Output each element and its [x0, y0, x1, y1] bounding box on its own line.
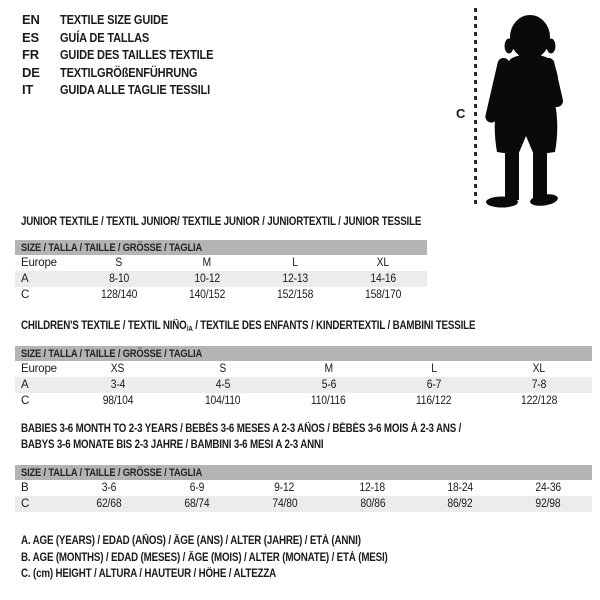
size-table-header-bar — [15, 465, 592, 480]
age-cell: 6-7 — [426, 379, 442, 391]
size-header-label: SIZE / TALLA / TAILLE / GRÖSSE / TAGLIA — [21, 347, 203, 360]
baby-silhouette-image — [478, 6, 574, 208]
lang-text: GUÍA DE TALLAS — [60, 29, 150, 45]
children-size-table — [15, 346, 592, 409]
size-cell: XL — [533, 363, 546, 375]
legend-line-a: A. AGE (YEARS) / EDAD (AÑOS) / ÂGE (ANS) / ALTER (JAHRE) / ETÀ (ANNI) — [21, 535, 361, 547]
junior-section-title: JUNIOR TEXTILE / TEXTIL JUNIOR/ TEXTILE JUNIOR / JUNIORTEXTIL / JUNIOR TESSILE — [21, 216, 422, 228]
row-label: A — [21, 273, 29, 285]
age-cell: 12-13 — [282, 273, 308, 285]
lang-text: TEXTILE SIZE GUIDE — [60, 12, 169, 28]
title-subscript: /A — [186, 324, 193, 333]
size-cell: M — [324, 363, 333, 375]
age-cell: 9-12 — [274, 482, 295, 494]
age-cell: 7-8 — [532, 379, 547, 391]
age-cell: 8-10 — [109, 273, 129, 285]
size-table-header-bar — [15, 346, 592, 361]
height-cell: 110/116 — [311, 395, 346, 407]
size-cell: L — [292, 257, 298, 269]
lang-code: DE — [22, 64, 40, 80]
lang-row-de — [22, 64, 240, 82]
babies-section-title-line2: BABYS 3-6 MONATE BIS 2-3 JAHRE / BAMBINI 3-6 MESI A 2-3 ANNI — [21, 439, 324, 451]
size-header-label: SIZE / TALLA / TAILLE / GRÖSSE / TAGLIA — [21, 241, 203, 254]
age-cell: 14-16 — [370, 273, 396, 285]
lang-row-fr — [22, 46, 240, 64]
row-label: Europe — [21, 257, 57, 269]
table-row-europe — [15, 255, 427, 271]
height-cell: 116/122 — [416, 395, 452, 407]
age-cell: 3-6 — [101, 482, 117, 494]
row-label: Europe — [21, 363, 57, 375]
height-cell: 158/170 — [364, 289, 402, 301]
table-row-age — [15, 377, 592, 393]
age-cell: 10-12 — [194, 273, 220, 285]
height-cell: 104/110 — [205, 395, 241, 407]
height-measure-label: C — [456, 106, 466, 121]
children-section-title: CHILDREN'S TEXTILE / TEXTIL $NIÑO_{/A}$ / TEXTILE DES ENFANTS / KINDERTEXTIL / BAMBINI TESSILE — [21, 320, 476, 333]
babies-section-title-line1: BABIES 3-6 MONTH TO 2-3 YEARS / BEBÉS 3-6 MESES A 2-3 AÑOS / BÉBÉS 3-6 MOIS À 2-3 ANS / — [21, 423, 462, 435]
height-cell: 92/98 — [535, 498, 561, 510]
lang-row-it — [22, 81, 240, 99]
size-cell: L — [431, 363, 437, 375]
age-cell: 3-4 — [110, 379, 125, 391]
table-row-europe — [15, 361, 592, 377]
lang-code: EN — [22, 12, 40, 28]
size-cell: S — [115, 257, 123, 269]
row-label: C — [21, 395, 30, 407]
height-cell: 128/140 — [100, 289, 138, 301]
height-cell: 80/86 — [359, 498, 385, 510]
height-cell: 74/80 — [272, 498, 298, 510]
size-cell: XS — [110, 363, 125, 375]
height-cell: 98/104 — [102, 395, 133, 407]
age-cell: 24-36 — [535, 482, 561, 494]
lang-text: GUIDE DES TAILLES TEXTILE — [60, 47, 214, 63]
height-cell: 68/74 — [184, 498, 210, 510]
lang-code: FR — [22, 47, 39, 63]
language-list — [22, 11, 240, 99]
size-cell: M — [202, 257, 212, 269]
size-table-header-bar — [15, 240, 427, 255]
table-row-age-months — [15, 480, 592, 496]
height-cell: 140/152 — [188, 289, 226, 301]
lang-code: ES — [22, 29, 39, 45]
size-header-label: SIZE / TALLA / TAILLE / GRÖSSE / TAGLIA — [21, 466, 203, 479]
height-cell: 86/92 — [447, 498, 473, 510]
age-cell: 6-9 — [189, 482, 204, 494]
junior-size-table — [15, 240, 427, 303]
height-measure-dashed-line — [474, 8, 477, 206]
height-cell: 62/68 — [96, 498, 122, 510]
age-cell: 12-18 — [359, 482, 386, 494]
table-row-height — [15, 287, 427, 303]
age-cell: 4-5 — [215, 379, 231, 391]
table-row-age — [15, 271, 427, 287]
height-cell: 152/158 — [276, 289, 314, 301]
row-label: C — [21, 289, 30, 301]
age-cell: 18-24 — [447, 482, 474, 494]
legend-line-c: C. (cm) HEIGHT / ALTURA / HAUTEUR / HÖHE / ALTEZZA — [21, 568, 277, 580]
babies-size-table — [15, 465, 592, 512]
legend — [21, 535, 452, 585]
lang-text: GUIDA ALLE TAGLIE TESSILI — [60, 82, 211, 98]
table-row-height — [15, 393, 592, 409]
lang-text: TEXTILGRÖßENFÜHRUNG — [60, 64, 198, 80]
size-cell: XL — [376, 257, 390, 269]
lang-row-en — [22, 11, 240, 29]
legend-line-b: B. AGE (MONTHS) / EDAD (MESES) / ÂGE (MOIS) / ALTER (MONATE) / ETÀ (MESI) — [21, 551, 388, 564]
size-cell: S — [219, 363, 227, 375]
row-label: C — [21, 498, 30, 510]
lang-row-es — [22, 29, 240, 47]
height-cell: 122/128 — [521, 395, 558, 407]
age-cell: 5-6 — [321, 379, 336, 391]
row-label: A — [21, 379, 29, 391]
lang-code: IT — [22, 82, 34, 98]
table-row-height — [15, 496, 592, 512]
row-label: B — [21, 482, 29, 494]
